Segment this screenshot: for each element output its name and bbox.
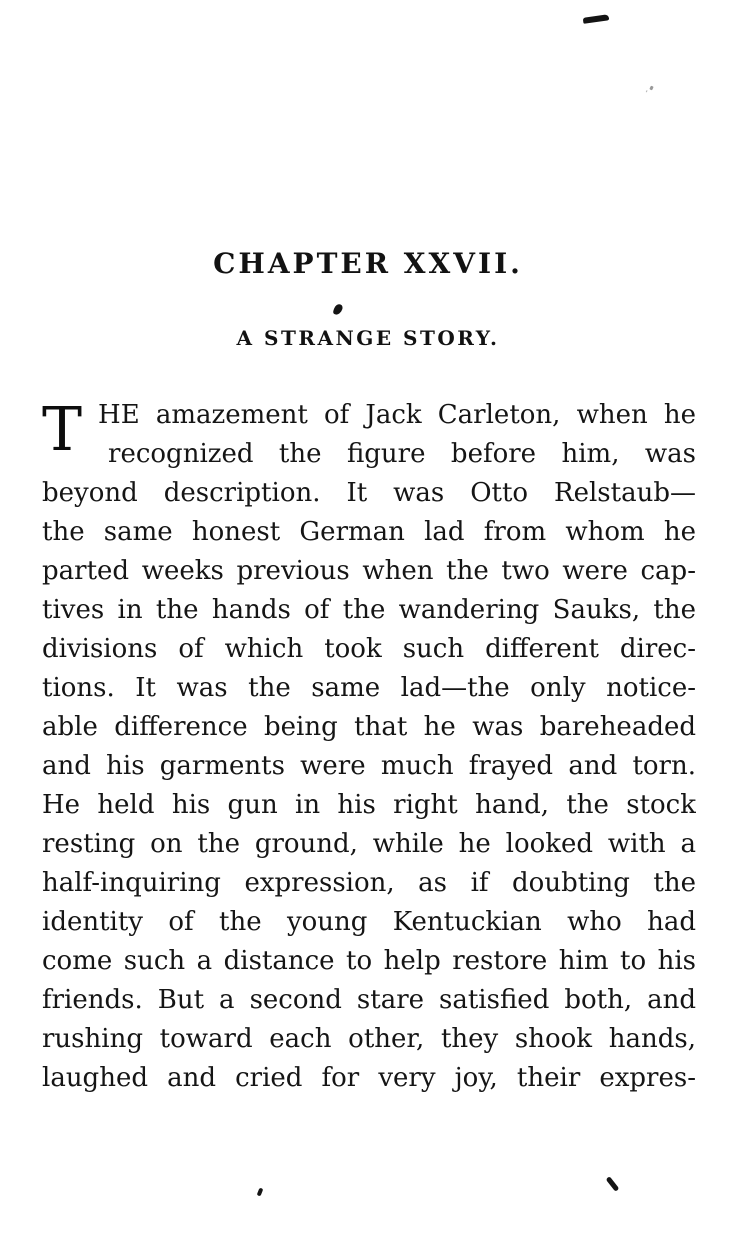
text-line: tions. It was the same lad—the only notice- xyxy=(42,673,696,703)
text-line: tives in the hands of the wandering Sauks, the xyxy=(42,595,696,625)
text-line: the same honest German lad from whom he xyxy=(42,517,696,547)
text-line: resting on the ground, while he looked with a xyxy=(42,829,696,859)
ink-tick-below-heading xyxy=(332,303,343,316)
text-line: identity of the young Kentuckian who had xyxy=(42,907,696,937)
ink-speck-bottom-left xyxy=(257,1188,264,1197)
text-line: able difference being that he was bareheaded xyxy=(42,712,696,742)
text-line: half-inquiring expression, as if doubting the xyxy=(42,868,696,898)
text-line: come such a distance to help restore him to his xyxy=(42,946,696,976)
text-line: He held his gun in his right hand, the stock xyxy=(42,790,696,820)
text-line: friends. But a second stare satisfied both, and xyxy=(42,985,696,1015)
chapter-subtitle: A STRANGE STORY. xyxy=(236,326,500,350)
text-line: HE amazement of Jack Carleton, when he xyxy=(98,400,696,430)
text-line: rushing toward each other, they shook hands, xyxy=(42,1024,696,1054)
drop-cap-letter: T xyxy=(42,395,83,465)
chapter-heading: CHAPTER XXVII. xyxy=(213,247,523,280)
body-paragraph xyxy=(42,396,696,1098)
text-line: divisions of which took such different direc- xyxy=(42,634,696,664)
text-line: laughed and cried for very joy, their expres- xyxy=(42,1063,696,1093)
text-line: and his garments were much frayed and torn. xyxy=(42,751,696,781)
text-line: beyond description. It was Otto Relstaub— xyxy=(42,478,696,508)
text-line: recognized the figure before him, was xyxy=(108,439,696,469)
text-line: parted weeks previous when the two were cap- xyxy=(42,556,696,586)
ink-stroke-bottom-right xyxy=(606,1176,620,1192)
